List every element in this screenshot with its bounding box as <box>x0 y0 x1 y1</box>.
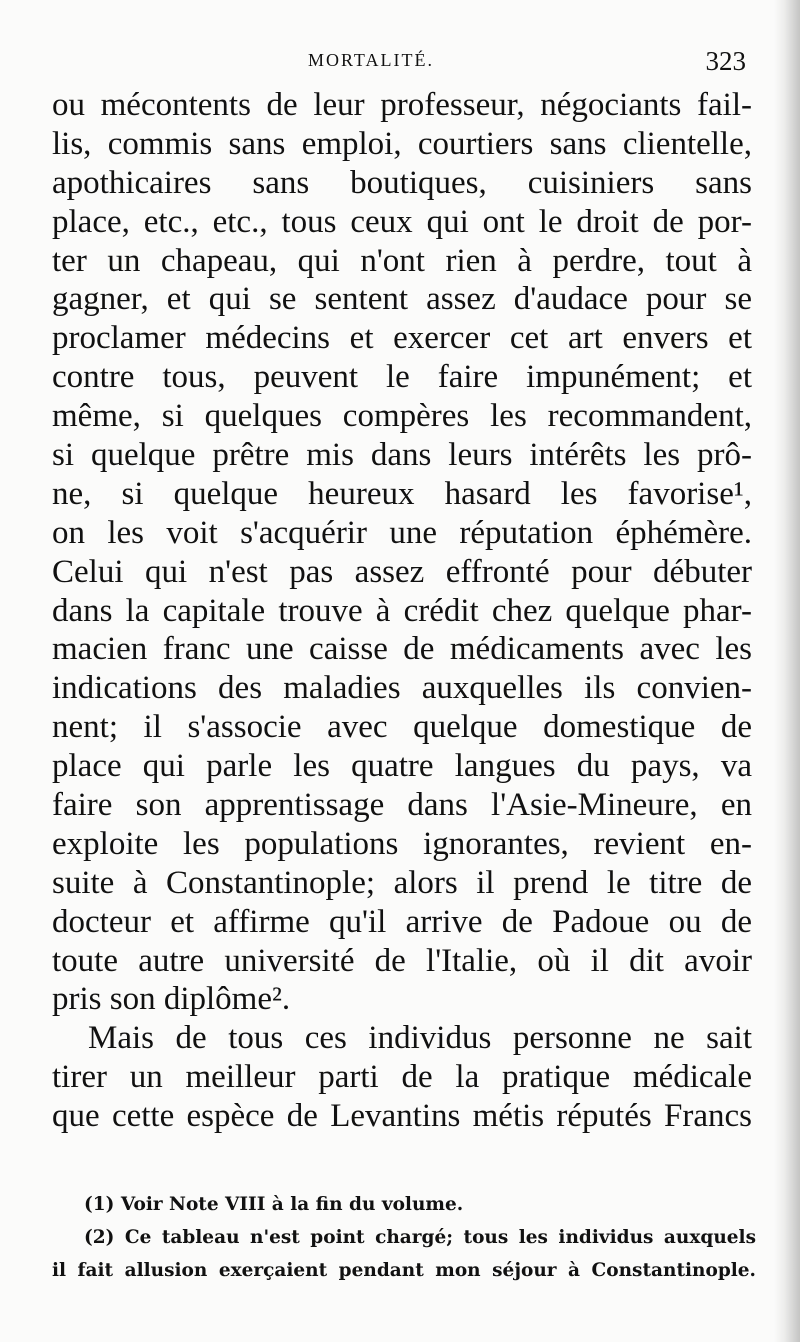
text-line: indications des maladies auxquelles ils convien- <box>52 670 752 707</box>
text-line: ter un chapeau, qui n'ont rien à perdre, tout à <box>52 242 752 279</box>
running-title: MORTALITÉ. <box>308 50 434 70</box>
text-line: exploite les populations ignorantes, revient en- <box>52 825 752 862</box>
text-line: que cette espèce de Levantins métis réputés Francs <box>52 1098 752 1135</box>
text-line: nent; il s'associe avec quelque domestique de <box>52 709 752 746</box>
text-line: ou mécontents de leur professeur, négociants fail- <box>52 87 752 123</box>
text-line: place qui parle les quatre langues du pays, va <box>52 748 752 785</box>
text-line: suite à Constantinople; alors il prend le titre de <box>52 864 752 901</box>
footnote-2: (2) Ce tableau n'est point chargé; tous les individus auxquels <box>84 1227 756 1248</box>
text-line: lis, commis sans emploi, courtiers sans clientelle, <box>52 125 752 162</box>
paragraph-start-line: Mais de tous ces individus personne ne sait <box>88 1020 752 1057</box>
text-line: contre tous, peuvent le faire impunément; et <box>52 359 752 396</box>
text-line: tirer un meilleur parti de la pratique médicale <box>52 1059 752 1096</box>
text-line: faire son apprentissage dans l'Asie-Mineure, en <box>52 787 752 824</box>
page-edge-shadow <box>774 0 800 1342</box>
text-line: apothicaires sans boutiques, cuisiniers sans <box>52 164 752 201</box>
text-line: proclamer médecins et exercer cet art envers et <box>52 320 752 357</box>
text-line: docteur et affirme qu'il arrive de Padoue ou de <box>52 903 752 940</box>
text-line: même, si quelques compères les recommandent, <box>52 398 752 435</box>
text-line: gagner, et qui se sentent assez d'audace pour se <box>52 281 752 318</box>
text-line: ne, si quelque heureux hasard les favorise¹, <box>52 475 752 512</box>
footnote-separator <box>52 1166 752 1167</box>
page-number: 323 <box>705 46 746 76</box>
footnotes <box>52 1188 756 1287</box>
body-text <box>52 86 752 1136</box>
running-head <box>52 46 752 80</box>
footnote-1: (1) Voir Note VIII à la fin du volume. <box>84 1194 464 1215</box>
footnote-2-continuation: il fait allusion exerçaient pendant mon séjour à Constantinople. <box>52 1260 756 1281</box>
text-line: dans la capitale trouve à crédit chez quelque phar- <box>52 592 752 629</box>
text-line: macien franc une caisse de médicaments avec les <box>52 631 752 668</box>
text-line: place, etc., etc., tous ceux qui ont le droit de por- <box>52 203 752 240</box>
text-line: on les voit s'acquérir une réputation éphémère. <box>52 514 752 551</box>
text-line: toute autre université de l'Italie, où il dit avoir <box>52 942 752 979</box>
text-line: Celui qui n'est pas assez effronté pour débuter <box>52 553 752 590</box>
text-line: si quelque prêtre mis dans leurs intérêts les prô- <box>52 437 752 474</box>
paragraph-end-line: pris son diplôme². <box>52 981 291 1018</box>
